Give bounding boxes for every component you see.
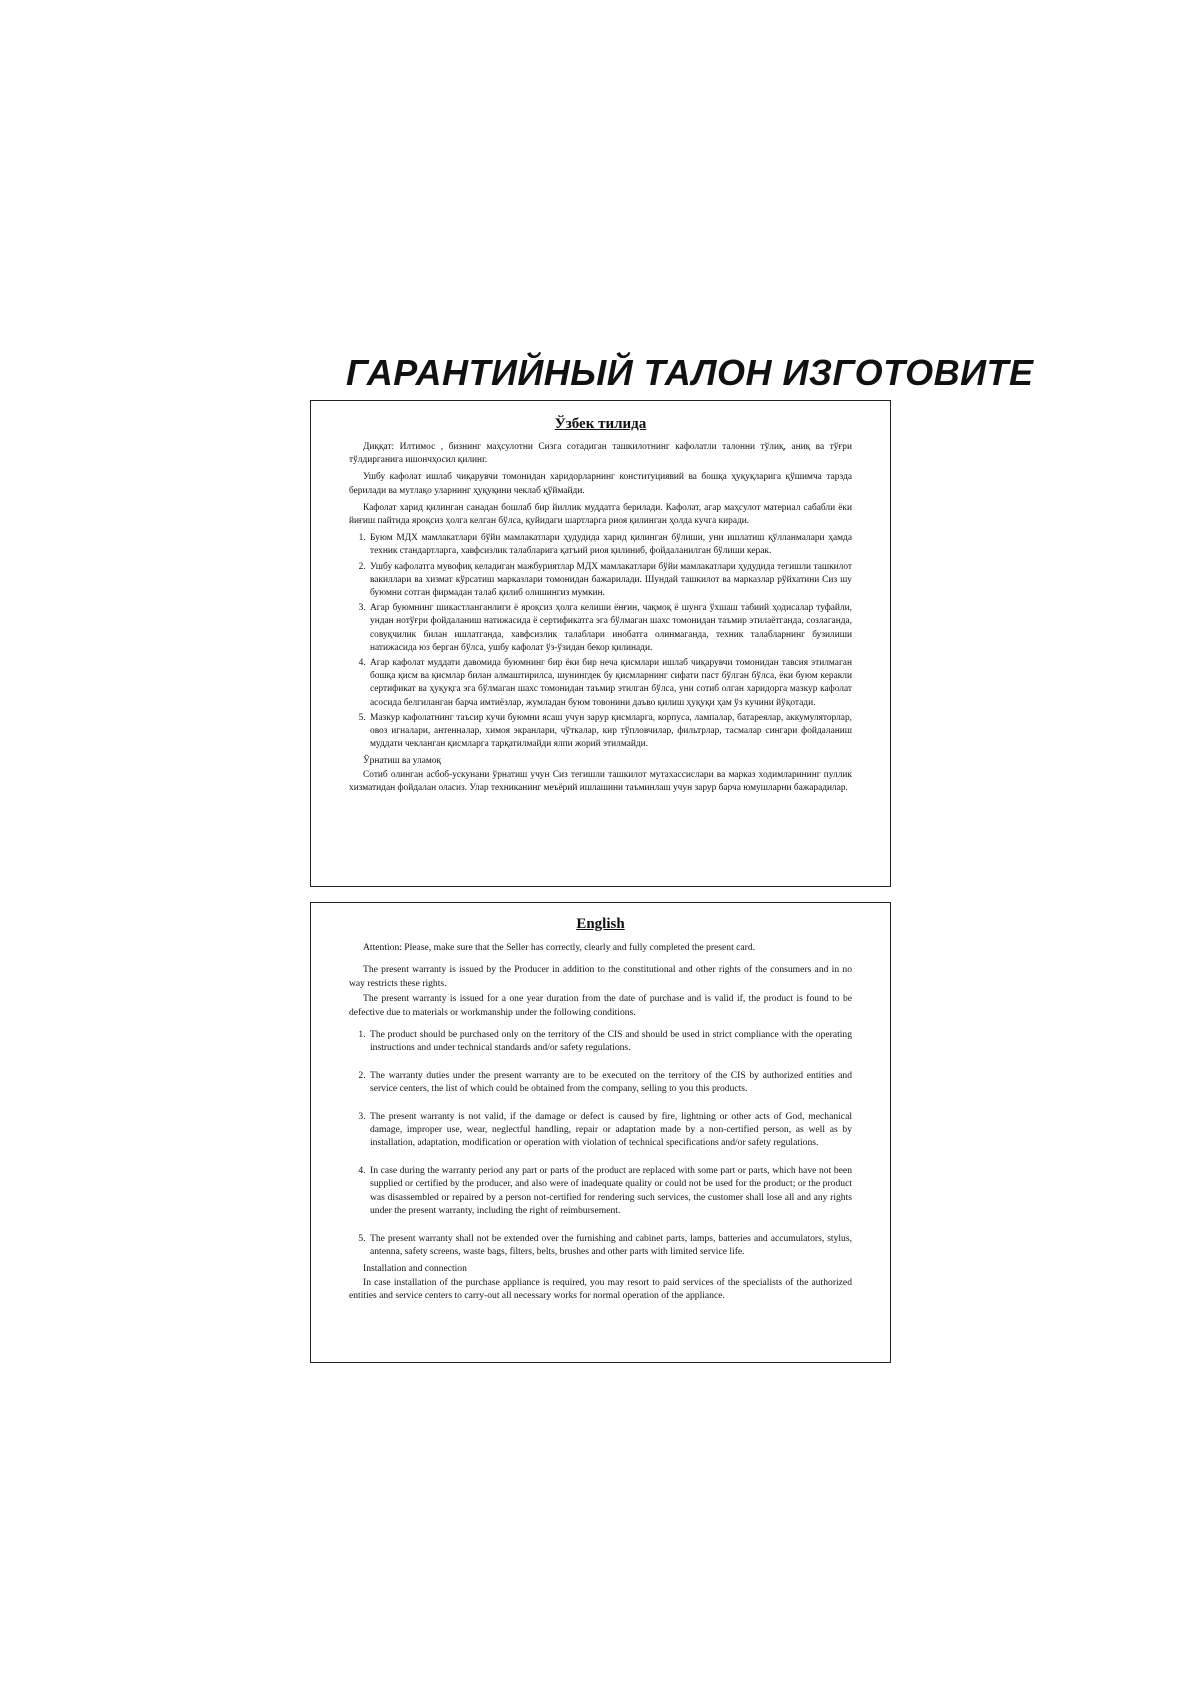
uzbek-condition-3: 3. Агар буюмнинг шикастланганлиги ё яроқсиз ҳолга келиши ёнғин, чақмоқ ё шунга ўхшаш табиий ҳодисалар туфайли, ундан нотўғри фойдаланиш натижасида ё сертификатга эга бўлмаган шахс томонидан таъмир этилаётганда, созлаганда, совуқчилик билан ишлатганда, хавфсизлик талаблари инобатга олинмаганда, техник талабларнинг бузилиши натижасида юз берган бўлса, ушбу кафолат ўз-ўзидан бекор қилинади. xyxy=(368,602,852,655)
english-condition-5: 5. The present warranty shall not be extended over the furnishing and cabinet parts, lamps, batteries and accumulators, stylus, antenna, safety screens, waste bags, filters, belts, brushes and other parts with limited service life. xyxy=(368,1232,852,1259)
english-condition-1: 1. The product should be purchased only on the territory of the CIS and should be used in strict compliance with the operating instructions and under technical standards and/or safety regulations. xyxy=(368,1028,852,1055)
english-install-text: In case installation of the purchase appliance is required, you may resort to paid services of the specialists of the authorized entities and service centers to carry-out all necessary works for normal operation of the appliance. xyxy=(349,1276,852,1302)
english-install-heading: Installation and connection xyxy=(363,1263,467,1275)
uzbek-condition-2: 2. Ушбу кафолатга мувофиқ келадиган мажбуриятлар МДХ мамлакатлари бўйи мамлакатлари ҳудудида тегишли ташкилот вакиллари ва хизмат кўрсатиш марказлари томонидан бажарилади. Шундай ташкилот ва марказлар рўйхатини Сиз шу буюмни сотган фирмадан талаб қилиб олишингиз мумкин. xyxy=(368,561,852,601)
uzbek-condition-1: 1. Буюм МДХ мамлакатлари бўйи мамлакатлари ҳудудида харид қилинган бўлиши, уни ишлатиш қўлланмалари ҳамда техник стандартларга, хавфсизлик талабларига қатъий риоя қилиниб, фойдаланилган бўлиши керак. xyxy=(368,532,852,558)
uzbek-paragraph-1: Диққат: Илтимос , бизнинг маҳсулотни Сизга сотадиган ташкилотнинг кафолатли талонни тўлиқ, аниқ ва тўғри тўлдирганига ишончҳосил қилинг. xyxy=(349,442,852,466)
uzbek-install-text: Сотиб олинган асбоб-ускунани ўрнатиш учун Сиз тегишли ташкилот мутахассислари ва марказ ходимларининг пуллик хизматидан фойдалан оласиз. Улар техниканинг меъёрий ишлашини таъминлаш учун зарур барча юмушларни бажарадилар. xyxy=(349,769,852,793)
english-paragraph-2: The present warranty is issued for a one year duration from the date of purchase and is valid if, the product is found to be defective due to materials or workmanship under the following conditions. xyxy=(349,993,852,1018)
english-conditions-list xyxy=(349,1028,852,1258)
english-condition-4: 4. In case during the warranty period any part or parts of the product are replaced with some part or parts, which have not been supplied or certified by the producer, and also were of inadequate quality or could not be used for the product; or the product was disassembled or repaired by a person not-certified for rendering such services, the customer shall lose all and any rights under the present warranty, including the right of reimbursement. xyxy=(368,1164,852,1218)
uzbek-conditions-list xyxy=(349,532,852,751)
uzbek-condition-4: 4. Агар кафолат муддати давомида буюмнинг бир ёки бир неча қисмлари ишлаб чиқарувчи томонидан тавсия этилмаган бошқа қисм ва қисмлар билан алмаштирилса, шунингдек бу қисмларнинг сифати паст бўлган бўлса, ёки буюм керакли сертификат ва ҳуқуқга эга бўлмаган шахс томонидан таъмир этилган бўлса, уни сотиб олган харидорга мазкур кафолат асосида белгиланган барча имтиёзлар, жумладан буюм товонини даъво қилиш ҳуқуқи ҳам ўз кучини йўқотади. xyxy=(368,657,852,710)
english-condition-3: 3. The present warranty is not valid, if the damage or defect is caused by fire, lightning or other acts of God, mechanical damage, improper use, wear, neglectful handling, repair or adaptation made by a non-certified person, as well as by installation, adaptation, modification or operation with violation of technical specifications and/or safety regulations. xyxy=(368,1110,852,1150)
uzbek-heading: Ўзбек тилида xyxy=(554,416,647,432)
english-heading: English xyxy=(576,916,625,932)
english-condition-2: 2. The warranty duties under the present warranty are to be executed on the territory of the CIS by authorized entities and service centers, the list of which could be obtained from the company, selling to you this products. xyxy=(368,1069,852,1096)
uzbek-install-heading: Ўрнатиш ва уламоқ xyxy=(363,756,442,767)
english-attention: Attention: Please, make sure that the Seller has correctly, clearly and fully completed the present card. xyxy=(363,942,756,953)
uzbek-section xyxy=(310,400,891,887)
uzbek-condition-5: 5. Мазкур кафолатнинг таъсир кучи буюмни ясаш учун зарур қисмларга, корпуса, лампалар, батареялар, аккумуляторлар, овоз игналари, антенналар, химоя экранлари, чўткалар, кир тўпловчилар, фильтрлар, тасмалар сингари фойдаланиш муддати чекланган қисмларга тарқатилмайди ялпи жорий этилмайди. xyxy=(368,712,852,752)
uzbek-paragraph-2: Ушбу кафолат ишлаб чиқарувчи томонидан харидорларнинг конституциявий ва бошқа ҳуқуқларига қўшимча тарзда берилади ва мутлақо уларнинг ҳуқуқини чеклаб қўймайди. xyxy=(349,472,852,496)
page-title: ГАРАНТИЙНЫЙ ТАЛОН ИЗГОТОВИТЕ xyxy=(346,352,1034,393)
english-paragraph-1: The present warranty is issued by the Producer in addition to the constitutional and other rights of the consumers and in no way restricts these rights. xyxy=(349,964,852,989)
uzbek-paragraph-3: Кафолат харид қилинган санадан бошлаб бир йиллик муддатга берилади. Кафолат, агар маҳсулот материал сабабли ёки йиғиш пайтида яроқсиз ҳолга келган бўлса, қуйидаги шартларга риоя қилинган ҳолда кучга киради. xyxy=(349,502,852,527)
english-section xyxy=(310,902,891,1363)
